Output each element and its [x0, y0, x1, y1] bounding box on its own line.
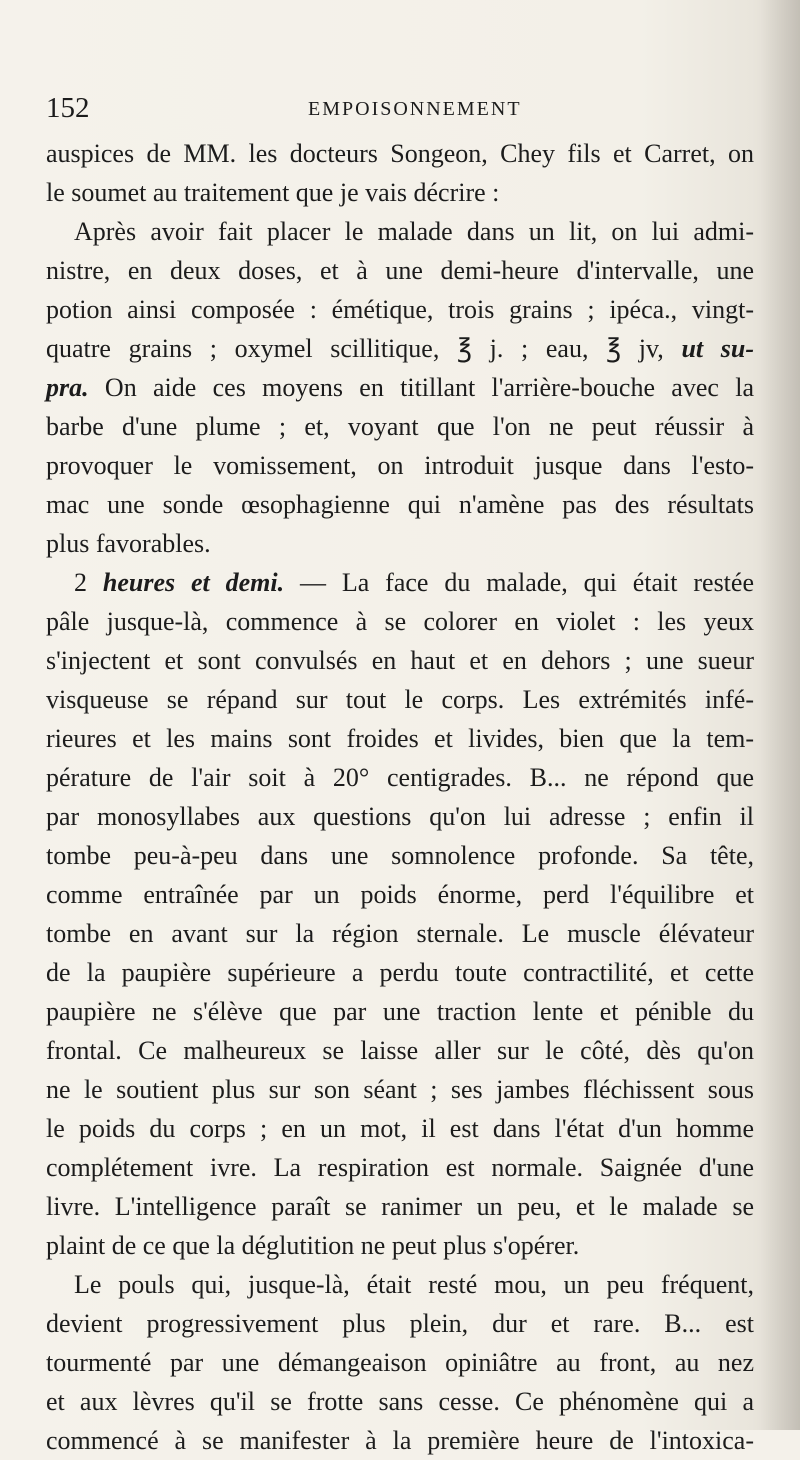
text-line: de la paupière supérieure a perdu toute contractilité, et cette [46, 958, 754, 987]
text-line: par monosyllabes aux questions qu'on lui adresse ; enfin il [46, 802, 754, 831]
text-line: mac une sonde œsophagienne qui n'amène pas des résultats [46, 490, 754, 519]
text-line: tombe en avant sur la région sternale. Le muscle élévateur [46, 919, 754, 948]
text-line: provoquer le vomissement, on introduit jusque dans l'esto- [46, 451, 754, 480]
text-line: pâle jusque-là, commence à se colorer en violet : les yeux [46, 607, 754, 636]
text-line: le poids du corps ; en un mot, il est dans l'état d'un homme [46, 1114, 754, 1143]
text-fragment: — La face du malade, qui était restée [284, 568, 754, 597]
page-number: 152 [46, 92, 90, 124]
text-line: Après avoir fait placer le malade dans un lit, on lui admi- [74, 217, 754, 246]
text-line: tourmenté par une démangeaison opiniâtre au front, au nez [46, 1348, 754, 1377]
text-line: complétement ivre. La respiration est normale. Saignée d'une [46, 1153, 754, 1182]
body-text [46, 134, 754, 1460]
page-edge-shadow [760, 0, 800, 1430]
text-line: barbe d'une plume ; et, voyant que l'on ne peut réussir à [46, 412, 754, 441]
text-line: potion ainsi composée : émétique, trois grains ; ipéca., vingt- [46, 295, 754, 324]
text-line: ne le soutient plus sur son séant ; ses jambes fléchissent sous [46, 1075, 754, 1104]
text-fragment: On aide ces moyens en titillant l'arrière-bouche avec la [88, 373, 754, 402]
text-line: commencé à se manifester à la première heure de l'intoxica- [46, 1426, 754, 1455]
text-line: pérature de l'air soit à 20° centigrades. B... ne répond que [46, 763, 754, 792]
text-line [46, 563, 754, 602]
text-line: comme entraînée par un poids énorme, perd l'équilibre et [46, 880, 754, 909]
text-line: tombe peu-à-peu dans une somnolence profonde. Sa tête, [46, 841, 754, 870]
text-line [46, 329, 754, 368]
text-line: nistre, en deux doses, et à une demi-heure d'intervalle, une [46, 256, 754, 285]
text-line: et aux lèvres qu'il se frotte sans cesse. Ce phénomène qui a [46, 1387, 754, 1416]
text-line: Le pouls qui, jusque-là, était resté mou, un peu fréquent, [74, 1270, 754, 1299]
text-line: plus favorables. [46, 529, 211, 558]
running-head: EMPOISONNEMENT [308, 98, 522, 120]
text-line: devient progressivement plus plein, dur et rare. B... est [46, 1309, 754, 1338]
text-line: le soumet au traitement que je vais décrire : [46, 178, 500, 207]
text-line: livre. L'intelligence paraît se ranimer un peu, et le malade se [46, 1192, 754, 1221]
page-header [46, 92, 746, 126]
text-line: paupière ne s'élève que par une traction lente et pénible du [46, 997, 754, 1026]
text-line: plaint de ce que la déglutition ne peut plus s'opérer. [46, 1231, 580, 1260]
text-fragment: quatre grains ; oxymel scillitique, ℥ j. ; eau, ℥ jv, [46, 334, 664, 363]
text-fragment: 2 [74, 568, 87, 597]
text-line: auspices de MM. les docteurs Songeon, Chey fils et Carret, on [46, 139, 754, 168]
text-line: s'injectent et sont convulsés en haut et en dehors ; une sueur [46, 646, 754, 675]
text-line [46, 368, 754, 407]
text-line: frontal. Ce malheureux se laisse aller sur le côté, dès qu'on [46, 1036, 754, 1065]
text-line: visqueuse se répand sur tout le corps. Les extrémités infé- [46, 685, 754, 714]
italic-fragment: heures et demi. [102, 568, 285, 597]
italic-fragment: pra. [46, 373, 89, 402]
text-line: rieures et les mains sont froides et livides, bien que la tem- [46, 724, 754, 753]
italic-fragment: ut su- [681, 334, 755, 363]
